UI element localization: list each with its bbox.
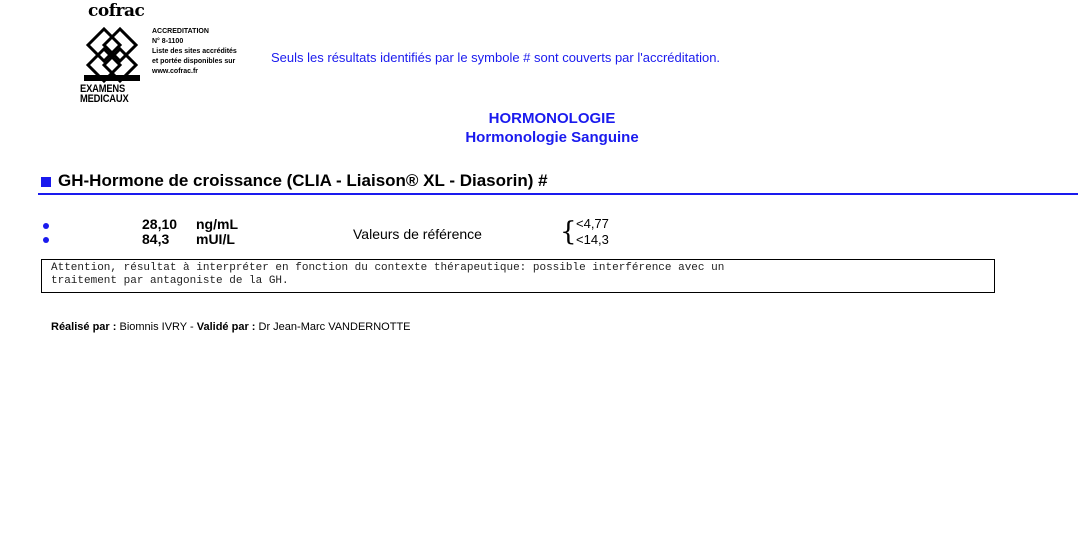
performed-by: Biomnis IVRY (119, 321, 187, 333)
validated-label: Validé par : (196, 321, 256, 333)
validation-footer (51, 321, 411, 333)
cofrac-logo-caption: EXAMENS MEDICAUX (80, 83, 129, 105)
result-value: 84,3 (142, 231, 170, 247)
reference-value: <4,77 (576, 216, 609, 231)
cofrac-logo-wordmark: cofrac (88, 1, 145, 21)
footer-separator: - (190, 321, 194, 333)
reference-value: <14,3 (576, 232, 609, 247)
test-title: GH-Hormone de croissance (CLIA - Liaison® XL - Diasorin) # (58, 171, 548, 190)
result-unit: ng/mL (196, 216, 238, 232)
result-bullet-icon (43, 237, 49, 243)
performed-label: Réalisé par : (51, 321, 117, 333)
validated-by: Dr Jean-Marc VANDERNOTTE (258, 321, 411, 333)
cofrac-logo-icon (84, 25, 140, 83)
result-unit: mUI/L (196, 231, 235, 247)
accreditation-note: Seuls les résultats identifiés par le symbole # sont couverts par l'accréditation. (271, 50, 721, 65)
test-bullet-icon (41, 177, 51, 187)
reference-label: Valeurs de référence (353, 226, 482, 242)
brace-icon: { (560, 217, 577, 247)
result-comment: Attention, résultat à interpréter en fonction du contexte thérapeutique: possible interférence avec un traitement par antagoniste de la GH. (41, 259, 995, 293)
section-subtitle: Hormonologie Sanguine (465, 129, 639, 146)
section-title: HORMONOLOGIE (488, 110, 616, 127)
test-divider (38, 193, 1078, 195)
result-value: 28,10 (142, 216, 178, 232)
result-bullet-icon (43, 223, 49, 229)
accreditation-info: ACCREDITATION N° 8-1100 Liste des sites accrédités et portée disponibles sur www.cofrac.fr (152, 28, 237, 75)
